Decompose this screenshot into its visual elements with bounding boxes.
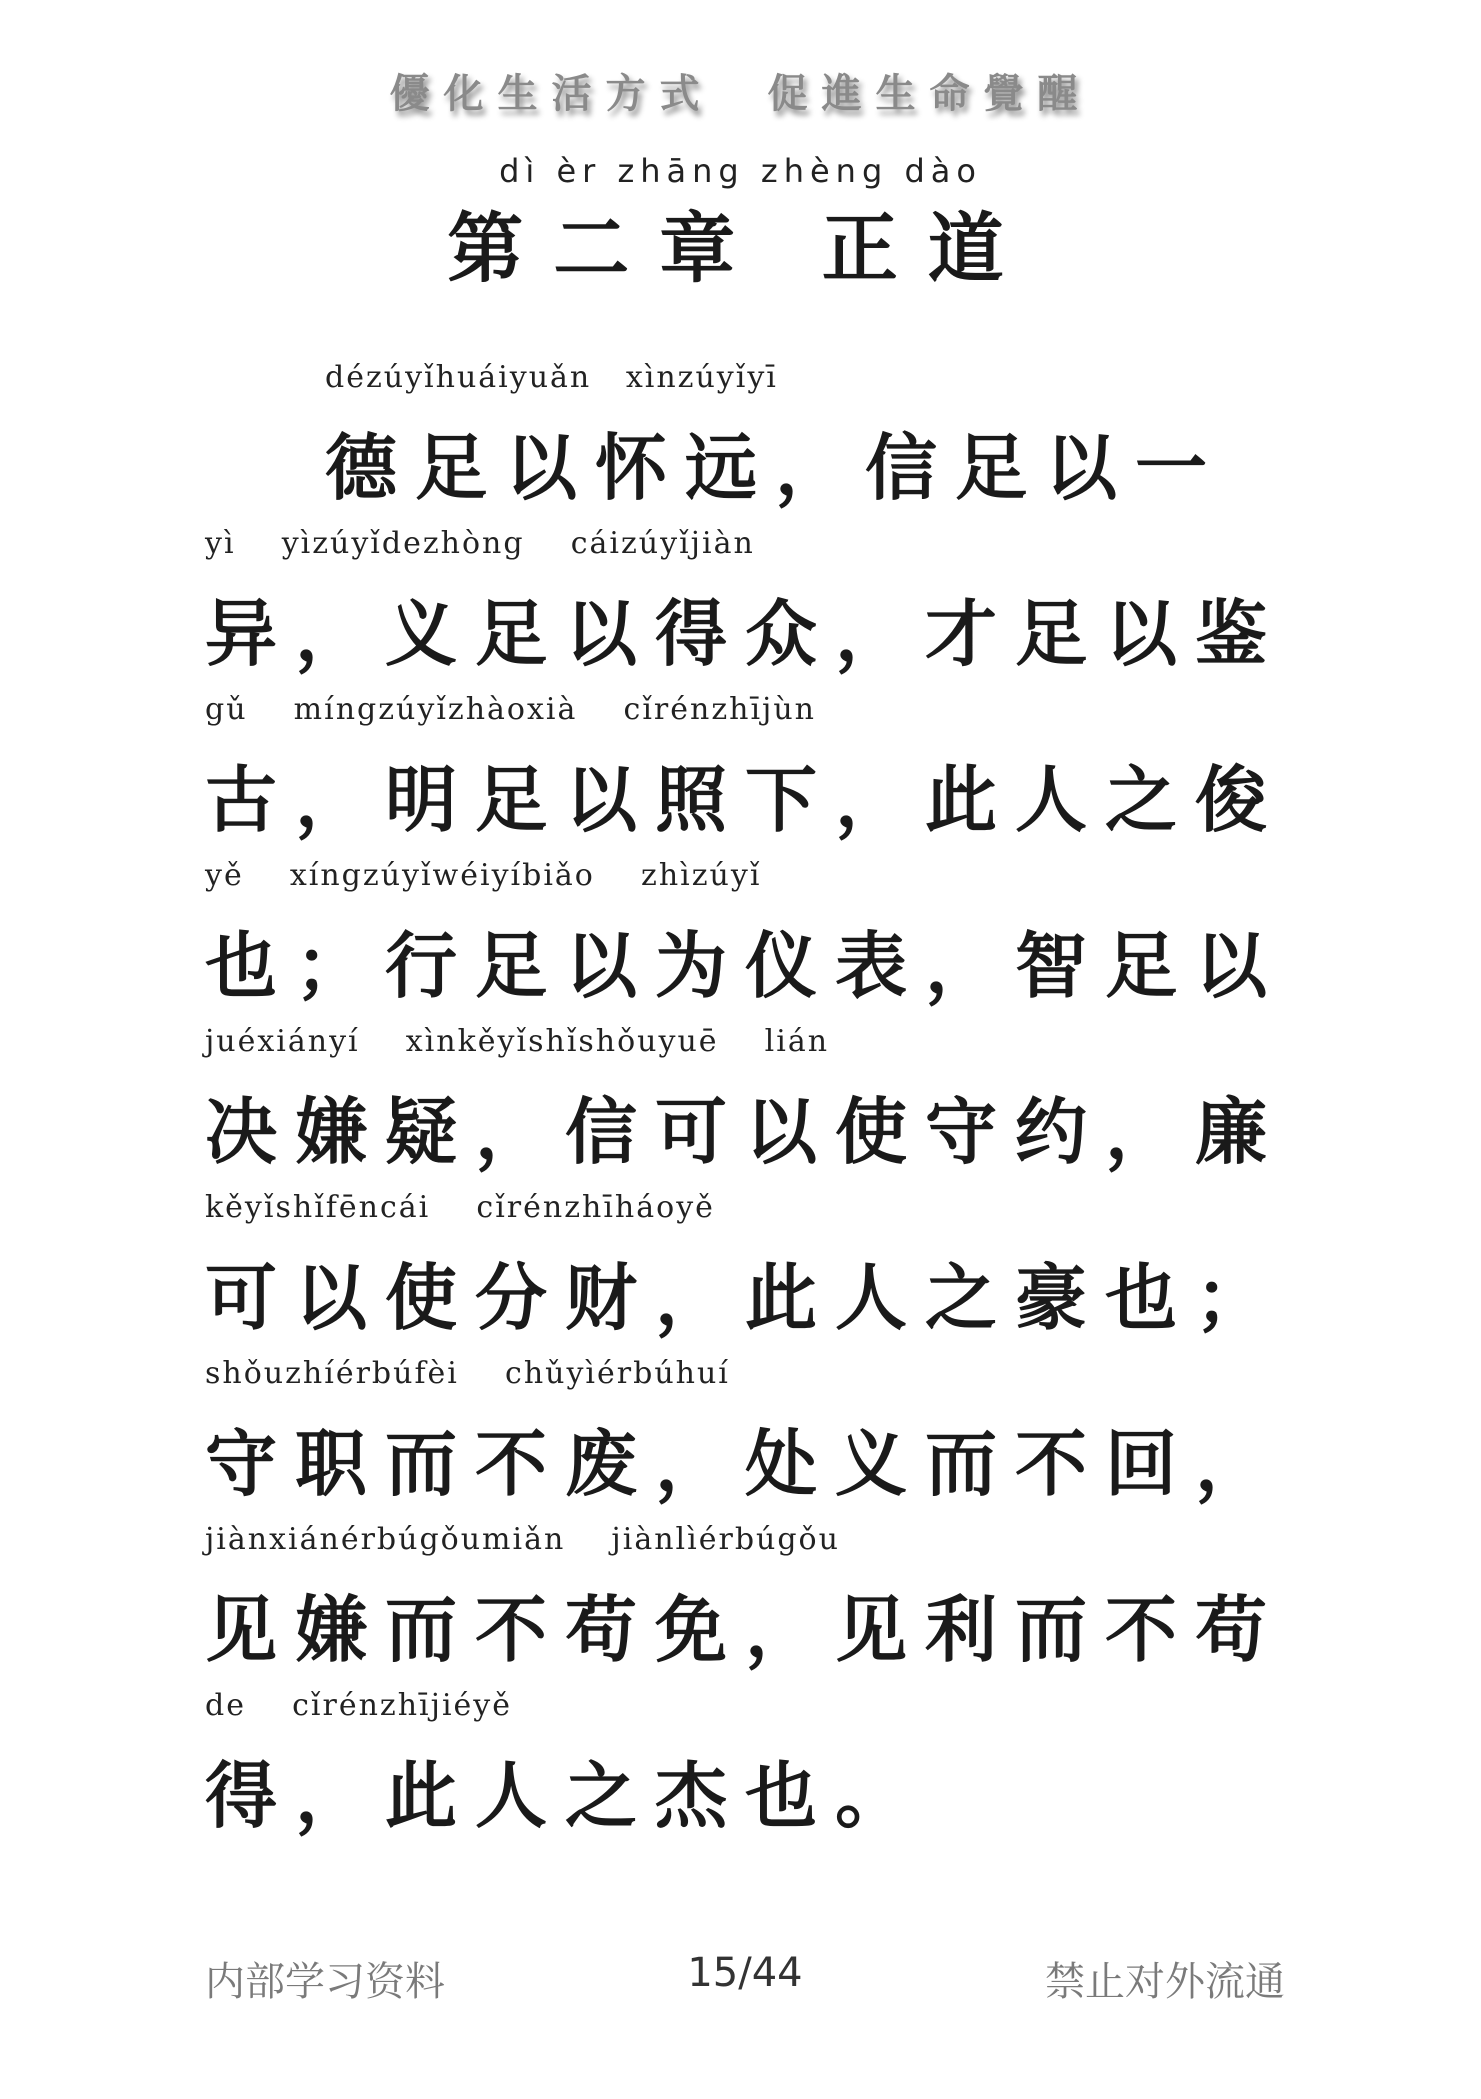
pinyin-line: gǔ míngzúyǐzhàoxià cǐrénzhījùn [205,692,817,727]
hanzi-line: 可以使分财，此人之豪也； [205,1255,1286,1340]
hanzi-line: 决嫌疑，信可以使守约，廉 [205,1089,1286,1174]
hanzi-line: 见嫌而不苟免，见利而不苟 [205,1587,1286,1672]
text-line [205,1024,1285,1190]
text-line [205,1522,1285,1688]
hanzi-line: 守职而不废，处义而不回， [205,1421,1286,1506]
hanzi-line: 古，明足以照下，此人之俊 [205,757,1286,842]
text-line [205,1688,1285,1854]
chapter-title: 第二章 正道 [447,204,1034,293]
text-line [205,526,1285,692]
page-number: 15/44 [687,1950,803,1996]
text-line [205,360,1285,526]
pinyin-line: kěyǐshǐfēncái cǐrénzhīháoyě [205,1190,715,1225]
body-text [205,360,1285,1854]
pinyin-line: yì yìzúyǐdezhòng cáizúyǐjiàn [205,526,755,561]
page-footer [205,1950,1285,2005]
pinyin-line: yě xíngzúyǐwéiyíbiǎo zhìzúyǐ [205,858,762,893]
header-banner: 優化生活方式 促進生命覺醒 [389,71,1092,117]
hanzi-line: 也；行足以为仪表，智足以 [205,923,1286,1008]
hanzi-line: 德足以怀远，信足以一 [325,425,1226,510]
pinyin-line: shǒuzhíérbúfèi chǔyìérbúhuí [205,1356,730,1391]
hanzi-line: 得，此人之杰也。 [205,1753,926,1838]
pinyin-line: dézúyǐhuáiyuǎn xìnzúyǐyī [325,360,778,395]
text-line [205,1356,1285,1522]
pinyin-line: de cǐrénzhījiéyě [205,1688,512,1723]
text-line [205,1190,1285,1356]
hanzi-line: 异，义足以得众，才足以鉴 [205,591,1286,676]
text-line [205,692,1285,858]
text-line [205,858,1285,1024]
footer-left-label: 内部学习资料 [205,1959,445,2005]
footer-right-label: 禁止对外流通 [1045,1959,1285,2005]
pinyin-line: juéxiányí xìnkěyǐshǐshǒuyuē lián [205,1024,830,1059]
chapter-pinyin: dì èr zhāng zhèng dào [499,152,982,190]
pinyin-line: jiànxiánérbúgǒumiǎn jiànlìérbúgǒu [205,1522,840,1557]
